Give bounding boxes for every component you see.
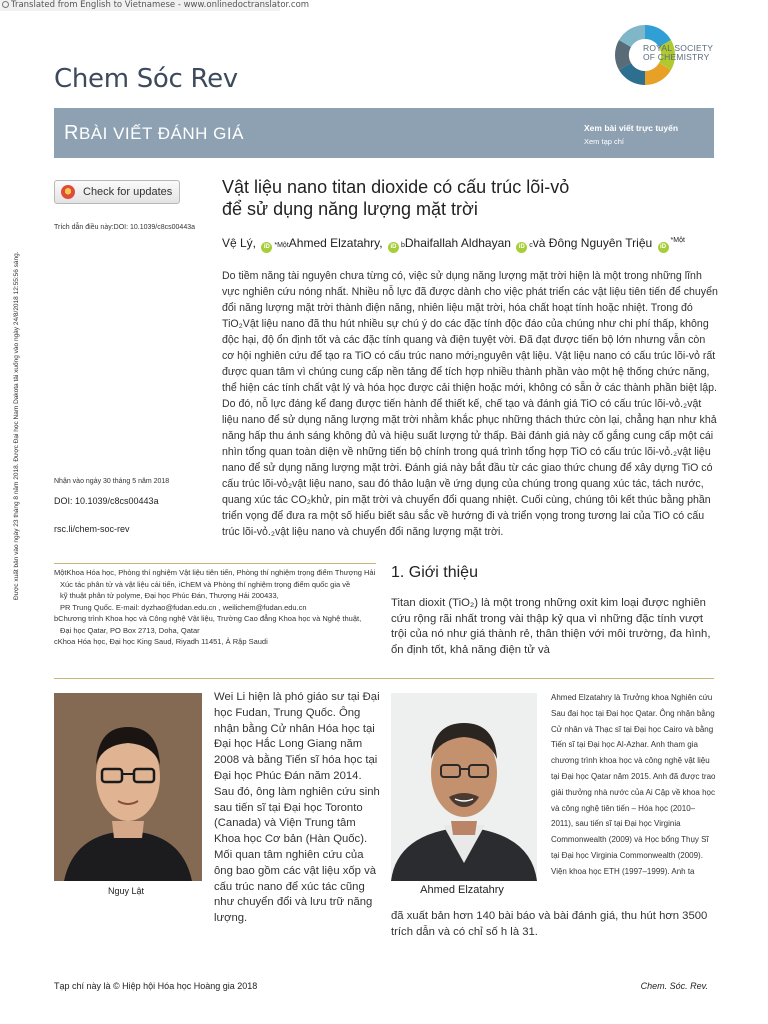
cite-line: Trích dẫn điều này:DOI: 10.1039/c8cs00443a: [54, 224, 195, 231]
author-4-marker: c: [529, 242, 533, 249]
rsc-logo-text: [643, 44, 713, 62]
author-photo-wei-li: [54, 693, 202, 881]
article-type-rest: BÀI VIẾT ĐÁNH GIÁ: [78, 124, 244, 143]
footer-journal: Chem. Sóc. Rev.: [640, 981, 708, 991]
author-2-marker: *Một: [274, 242, 289, 249]
check-for-updates-button[interactable]: [54, 180, 180, 204]
bio-ahmed-elzatahry: Ahmed Elzatahry là Trưởng khoa Nghiên cứu Sau đại học tại Đại học Qatar. Ông nhận bằng Cử nhân và Thạc sĩ tại Đại học Cairo và bằng Tiến sĩ tại Đại học Al-Azhar. Anh tham gia chương trình khoa học và công nghệ vật liệu tại Đại học Qatar năm 2015. Anh đã được trao giải thưởng nhà nước của Ai Cập về khoa học và công nghệ tiên tiến – Hóa học (2010–2011), sau tiến sĩ tại Đại học Virginia Commonwealth (2009) và Học bổng Thụy Sĩ tại Đại học Virginia Commonwealth (2009). Viện khoa học ETH (1997–1999). Anh ta: [551, 693, 716, 876]
article-title-line1: Vật liệu nano titan dioxide có cấu trúc lõi-vỏ: [222, 177, 570, 197]
bio-ahmed-elzatahry-continued: đã xuất bản hơn 140 bài báo và bài đánh giá, thu hút hơn 3500 trích dẫn và có chỉ số h là 31.: [391, 910, 708, 938]
affiliation-line: cKhoa Hóa học, Đại học King Saud, Riyadh 11451, Ả Rập Saudi: [54, 637, 268, 646]
orcid-icon[interactable]: iD: [658, 242, 669, 253]
photo-caption-ahmed-elzatahry: Ahmed Elzatahry: [420, 884, 504, 896]
divider: [54, 678, 714, 679]
intro-paragraph: Titan dioxit (TiO₂) là một trong những oxit kim loại được nghiên cứu rộng rãi nhất trong vài thập kỷ qua vì những đặc tính vượt trội của nó như giá thành rẻ, thân thiện với môi trường, đa hình, ổn định tốt, khả năng điện tử và: [391, 597, 711, 656]
doi[interactable]: DOI: 10.1039/c8cs00443a: [54, 496, 159, 506]
affiliation-line: bChương trình Khoa học và Công nghệ Vật liệu, Trường Cao đẳng Khoa học và Nghệ thuật,: [54, 614, 362, 623]
author-4[interactable]: và Đông Nguyên Triệu: [532, 236, 653, 250]
affiliation-line: Đại học Qatar, PO Box 2713, Doha, Qatar: [60, 625, 200, 635]
orcid-icon[interactable]: iD: [388, 242, 399, 253]
article-type-banner: [54, 108, 714, 158]
received-date: Nhận vào ngày 30 tháng 5 năm 2018: [54, 478, 170, 485]
article-type-initial: R: [64, 122, 79, 144]
orcid-icon[interactable]: iD: [261, 242, 272, 253]
author-photo-ahmed-elzatahry: [391, 693, 537, 881]
author-4-sup: *Một: [670, 237, 685, 244]
footer-copyright: Tạp chí này là © Hiệp hội Hóa học Hoàng gia 2018: [54, 981, 258, 991]
section-heading: 1. Giới thiệu: [391, 564, 478, 581]
divider: [54, 563, 376, 564]
view-journal-link[interactable]: Xem tạp chí: [584, 137, 625, 146]
author-3-marker: b: [400, 242, 405, 249]
author-1[interactable]: Vệ Lý,: [222, 236, 257, 250]
photo-caption-wei-li: Nguy Lật: [107, 886, 145, 896]
article-title-line2: để sử dụng năng lượng mặt trời: [222, 199, 478, 219]
article-type: [64, 122, 244, 145]
vertical-note: Được xuất bản vào ngày 23 tháng 8 năm 2018. Được Đại học Nam Dakota tải xuống vào ngày 24/8/2018 12:55:56 sáng.: [13, 251, 20, 600]
affiliation-line: kỹ thuật phân tử polyme, Đại học Phúc Đán, Thượng Hải 200433,: [60, 591, 279, 600]
journal-title: Chem Sóc Rev: [54, 64, 238, 94]
affiliations: [54, 567, 384, 648]
crossmark-icon: [61, 185, 75, 199]
affiliation-line: Xúc tác phân tử và vật liệu cải tiến, iChEM và Phòng thí nghiệm trọng điểm quốc gia về: [60, 579, 351, 589]
abstract: Do tiềm năng tài nguyên chưa từng có, việc sử dụng năng lượng mặt trời hiện là một trong những lĩnh vực nghiên cứu nóng nhất. Nhiều nỗ lực đã được dành cho việc phát triển các vật liệu tiên tiến để chuyển đổi năng lượng mặt trời thành điện năng, nhiên liệu mặt trời, hóa chất hoạt tính hoặc nhiệt. Trong đó TiO₂Vật liệu nano đã thu hút nhiều sự chú ý do các đặc tính độc đáo của chúng như chi phí thấp, không độc hại, độ ổn định tốt và các đặc tính quang và điện tuyệt vời. Đã đạt được tiến bộ lớn nhưng vẫn còn cơ hội nghiên cứu để tạo ra TiO có cấu trúc nano mới₂nguyên vật liệu. Vật liệu nano có cấu trúc lõi-vỏ rất được quan tâm vì chúng cung cấp nền tảng để tích hợp nhiều thành phần vào một hệ thống chức năng, thể hiện các tính chất vật lý và hóa học được cải thiện hoặc mới, không có sẵn ở các thành phần biệt lập. Do đó, nỗ lực đáng kể đang được tiến hành để thiết kế, chế tạo và đánh giá TiO có cấu trúc lõi-vỏ.₂vật liệu nano để sử dụng năng lượng mặt trời nhằm khắc phục những thách thức còn lại, chẳng hạn như khả năng hấp thu ánh sáng không đủ và hiệu suất lượng tử thấp. Bài đánh giá này cố gắng cung cấp một cái nhìn tổng quan toàn diện về những tiến bộ chính trong quá trình tổng hợp TiO có cấu trúc lõi-vỏ.₂vật liệu nano để sử dụng năng lượng mặt trời. Đánh giá này bắt đầu từ các giao thức chung để xây dựng TiO có cấu trúc lõi-vỏ₂vật liệu nano, sau đó thảo luận về ứng dụng của chúng trong quang xúc tác, tách nước, quang xúc tác CO₂khử, pin mặt trời và chuyển đổi quang nhiệt. Cuối cùng, chúng tôi kết thúc bằng phần triển vọng để đưa ra một số hiểu biết sâu sắc về hướng đi và triển vọng trong tương lai của TiO có cấu trúc lõi-vỏ.₂vật liệu nano và chuyển đổi năng lượng mặt trời.: [222, 270, 718, 538]
view-article-online-link[interactable]: Xem bài viết trực tuyến: [584, 123, 679, 133]
affiliation-line[interactable]: PR Trung Quốc. E-mail: dyzhao@fudan.edu.cn , weilichem@fudan.edu.cn: [60, 602, 307, 612]
orcid-icon[interactable]: iD: [516, 242, 527, 253]
rsc-line1: ROYAL SOCIETY: [643, 43, 714, 53]
author-list: [222, 236, 722, 253]
author-3[interactable]: Dhaifallah Aldhayan: [404, 236, 511, 250]
bio-wei-li: Wei Li hiện là phó giáo sư tại Đại học Fudan, Trung Quốc. Ông nhận bằng Cử nhân Hóa học tại Đại học Hắc Long Giang năm 2008 và bằng Tiến sĩ hóa học tại Đại học Phúc Đán năm 2014. Sau đó, ông làm nghiên cứu sinh sau tiến sĩ tại Đại học Toronto (Canada) và Viện Trung tâm Khoa học Cơ bản (Hàn Quốc). Mối quan tâm nghiên cứu của ông bao gồm các vật liệu xốp và cấu trúc nano để xúc tác cũng như chuyển đổi và lưu trữ năng lượng.: [214, 691, 380, 925]
rsc-line2: OF CHEMISTRY: [643, 52, 710, 62]
translation-bar[interactable]: [0, 0, 310, 11]
globe-icon: [2, 1, 9, 8]
author-2[interactable]: Ahmed Elzatahry,: [288, 236, 383, 250]
journal-url[interactable]: rsc.li/chem-soc-rev: [54, 524, 130, 534]
affiliation-line: MộtKhoa Hóa học, Phòng thí nghiệm Vật liệu tiên tiến, Phòng thí nghiệm trọng điểm Thượng Hải: [54, 568, 376, 577]
check-for-updates-label: Check for updates: [83, 186, 173, 198]
article-title: [222, 176, 702, 220]
translation-bar-text: Translated from English to Vietnamese - www.onlinedoctranslator.com: [11, 0, 310, 10]
